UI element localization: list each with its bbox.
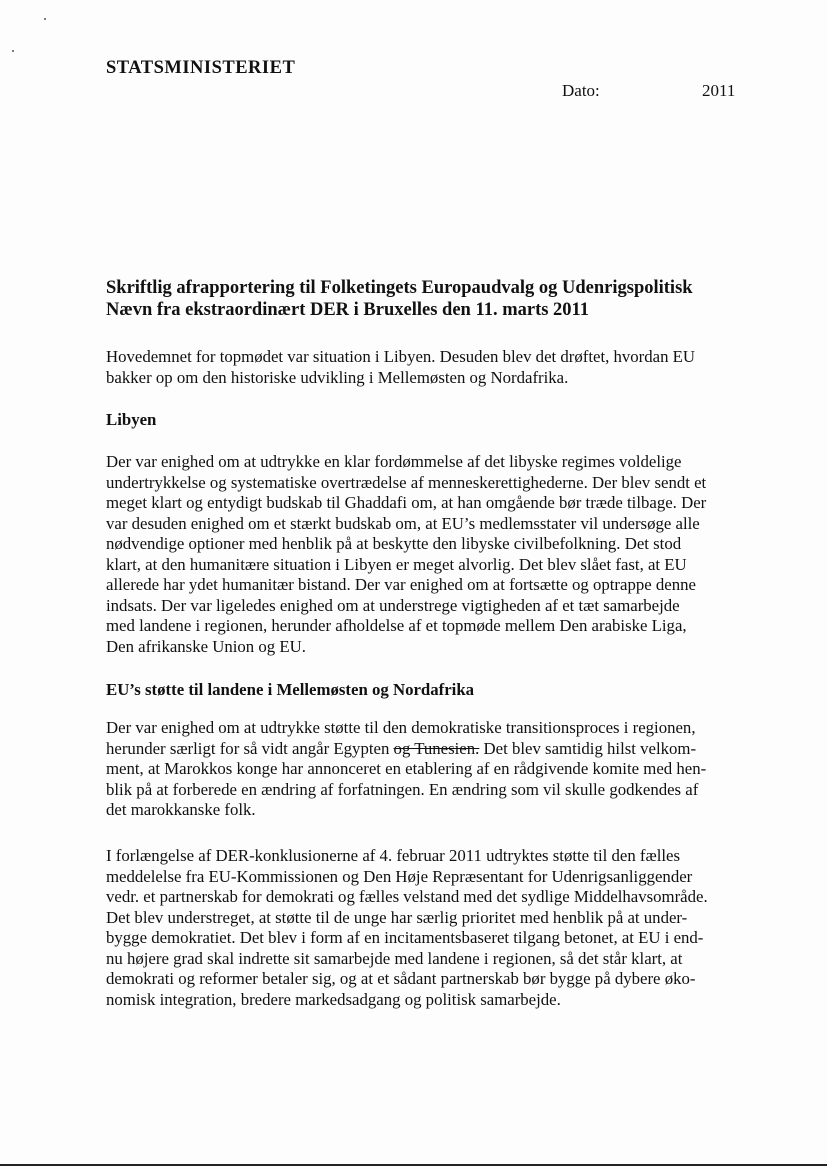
text-line: vedr. et partnerskab for demokrati og fælles velstand med det sydlige Middelhavsområde. — [106, 887, 708, 906]
text-line: Hovedemnet for topmødet var situation i Libyen. Desuden blev det drøftet, hvordan EU — [106, 347, 696, 366]
text-line: det marokkanske folk. — [106, 800, 256, 819]
text-fragment: herunder særligt for så vidt angår Egypten — [106, 738, 394, 758]
text-line: demokrati og reformer betaler sig, og at et sådant partnerskab bør bygge på dybere øko- — [106, 969, 696, 988]
text-line: meddelelse fra EU-Kommissionen og Den Høje Repræsentant for Udenrigsanliggender — [106, 866, 693, 886]
text-fragment: Det blev samtidig hilst velkom- — [479, 738, 697, 758]
text-line: nomisk integration, bredere markedsadgang og politisk samarbejde. — [106, 989, 561, 1009]
text-line: indsats. Der var ligeledes enighed om at understrege vigtigheden af et tæt samarbejde — [106, 595, 680, 615]
text-line: klart, at den humanitære situation i Libyen er meget alvorlig. Det blev slået fast, at EU — [106, 554, 687, 574]
text-line: bygge demokratiet. Det blev i form af en incitamentsbaseret tilgang betonet, at EU i end- — [106, 928, 704, 947]
intro-paragraph — [106, 347, 806, 388]
text-line: blik på at forberede en ændring af forfatningen. En ændring som vil skulle godkendes af — [106, 779, 699, 799]
text-line: ment, at Marokkos konge har annonceret en etablering af en rådgivende komite med hen- — [106, 759, 707, 778]
section-heading-support: EU’s støtte til landene i Mellemøsten og Nordafrika — [106, 680, 475, 699]
text-line: nu højere grad skal indrette sit samarbejde med landene i regionen, så det står klart, at — [106, 948, 683, 968]
text-line: meget klart og entydigt budskab til Ghaddafi om, at han omgående bør træde tilbage. Der — [106, 493, 707, 512]
text-line: Det blev understreget, at støtte til de unge har særlig prioritet med henblik på at under- — [106, 907, 688, 927]
title-line: Nævn fra ekstraordinært DER i Bruxelles den 11. marts 2011 — [106, 300, 590, 320]
text-line: med landene i regionen, herunder afholdelse af et topmøde mellem Den arabiske Liga, — [106, 616, 687, 635]
text-line: allerede har ydet humanitær bistand. Der var enighed om at fortsætte og optrappe denne — [106, 575, 696, 594]
text-line: Den afrikanske Union og EU. — [106, 636, 306, 656]
text-line: Der var enighed om at udtrykke støtte til den demokratiske transitionsproces i regionen, — [106, 718, 696, 737]
scan-speck — [44, 18, 46, 20]
text-line: undertrykkelse og systematiske overtrædelse af menneskerettighederne. Der blev sendt et — [106, 472, 707, 492]
struck-text: og Tunesien. — [393, 738, 480, 758]
date-value: 2011 — [702, 81, 736, 100]
text-line: nødvendige optioner med henblik på at beskytte den libyske civilbefolkning. Det stod — [106, 534, 682, 553]
text-line: var desuden enighed om et stærkt budskab om, at EU’s medlemsstater vil undersøge alle — [106, 513, 700, 533]
scan-speck — [12, 50, 14, 52]
document-title — [106, 277, 766, 321]
libya-paragraph — [106, 452, 806, 657]
support-paragraph-2 — [106, 846, 806, 1010]
support-paragraph-1 — [106, 718, 806, 821]
text-line: bakker op om den historiske udvikling i Mellemøsten og Nordafrika. — [106, 367, 569, 387]
ministry-name: STATSMINISTERIET — [106, 58, 296, 78]
text-line: I forlængelse af DER-konklusionerne af 4. februar 2011 udtryktes støtte til den fælles — [106, 846, 680, 865]
date-label: Dato: — [562, 81, 600, 100]
text-line: Der var enighed om at udtrykke en klar fordømmelse af det libyske regimes voldelige — [106, 452, 682, 471]
section-heading-libya: Libyen — [106, 410, 157, 429]
text-line — [106, 739, 806, 760]
title-line: Skriftlig afrapportering til Folketingets Europaudvalg og Udenrigspolitisk — [106, 278, 693, 298]
page-bottom-edge — [0, 1164, 827, 1166]
